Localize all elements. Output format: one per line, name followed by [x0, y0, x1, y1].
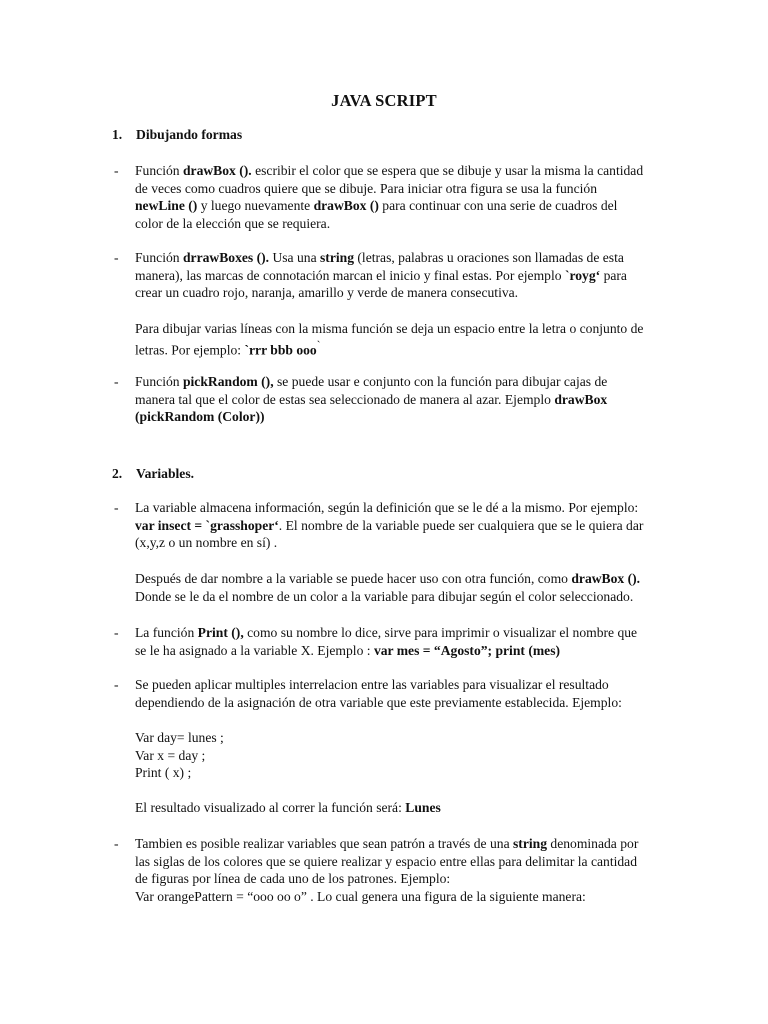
paragraph-result: El resultado visualizado al correr la función será: Lunes — [135, 800, 441, 815]
list-item-print — [114, 624, 754, 659]
paragraph: Función drrawBoxes (). Usa una string (letras, palabras u oraciones son llamadas de esta manera), las marcas de connotación marcan el inicio y final estas. Por ejemplo `royg‘ para crear un cuadro rojo, naranja, amarillo y verde de manera consecutiva. — [135, 250, 627, 300]
section-heading-2 — [112, 465, 194, 483]
list-item-pattern — [114, 835, 754, 905]
paragraph: La función Print (), como su nombre lo dice, sirve para imprimir o visualizar el nombre que se le ha asignado a la variable X. Ejemplo : var mes = “Agosto”; print (mes) — [135, 625, 638, 658]
bullet-dash: - — [114, 374, 119, 389]
bullet-dash: - — [114, 500, 119, 515]
bullet-dash: - — [114, 163, 119, 178]
paragraph-lines: Para dibujar varias líneas con la misma función se deja un espacio entre la letra o conjunto de letras. Por ejemplo: `rrr bbb ooo` — [135, 321, 644, 358]
section-number: 1. — [112, 127, 123, 142]
list-item-drawbox — [114, 162, 754, 232]
code-line: Var x = day ; — [135, 747, 206, 763]
list-item-drawboxes — [114, 249, 754, 302]
page-title: JAVA SCRIPT — [331, 91, 437, 110]
bullet-dash: - — [114, 836, 119, 851]
list-item-multi — [114, 676, 754, 711]
code-example — [135, 729, 655, 782]
bullet-dash: - — [114, 677, 119, 692]
code-line: Var day= lunes ; — [135, 730, 224, 745]
bullet-dash: - — [114, 250, 119, 265]
section-label: Variables. — [136, 466, 195, 481]
list-item-pickrandom — [114, 373, 754, 426]
list-item-variable — [114, 499, 754, 552]
bullet-dash: - — [114, 625, 119, 640]
code-line: Print ( x) ; — [135, 765, 192, 780]
paragraph: Función pickRandom (), se puede usar e conjunto con la función para dibujar cajas de manera tal que el color de estas sea seleccionado de manera al azar. Ejemplo drawBox (pickRandom (Color)) — [135, 374, 608, 424]
paragraph: La variable almacena información, según la definición que se le dé a la mismo. Por ejemplo: var insect = `grasshoper‘. El nombre de la variable puede ser cualquiera que se le quiera dar (x,y,z o un nombre en sí) . — [135, 500, 644, 550]
section-label: Dibujando formas — [136, 127, 243, 142]
section-heading-1 — [112, 126, 242, 144]
paragraph: Función drawBox (). escribir el color que se espera que se dibuje y usar la misma la cantidad de veces como cuadros quiere que se dibuje. Para iniciar otra figura se usa la función newLine () y luego nuevamente drawBox () para continuar con una serie de cuadros del color de la elección que se requiera. — [135, 163, 644, 231]
paragraph-after: Después de dar nombre a la variable se puede hacer uso con otra función, como drawBox (). Donde se le da el nombre de un color a la variable para dibujar según el color seleccionado. — [135, 571, 641, 604]
section-number: 2. — [112, 466, 123, 481]
paragraph: Tambien es posible realizar variables que sean patrón a través de una string denominada por las siglas de los colores que se quiere realizar y espacio entre ellas para delimitar la cantidad de figuras por línea de cada uno de los patrones. Ejemplo: Var orangePattern = “ooo oo o” . Lo cual genera una figura de la siguiente manera: — [135, 836, 639, 904]
paragraph: Se pueden aplicar multiples interrelacion entre las variables para visualizar el resultado dependiendo de la asignación de otra variable que este previamente establecida. Ejemplo: — [135, 677, 622, 710]
